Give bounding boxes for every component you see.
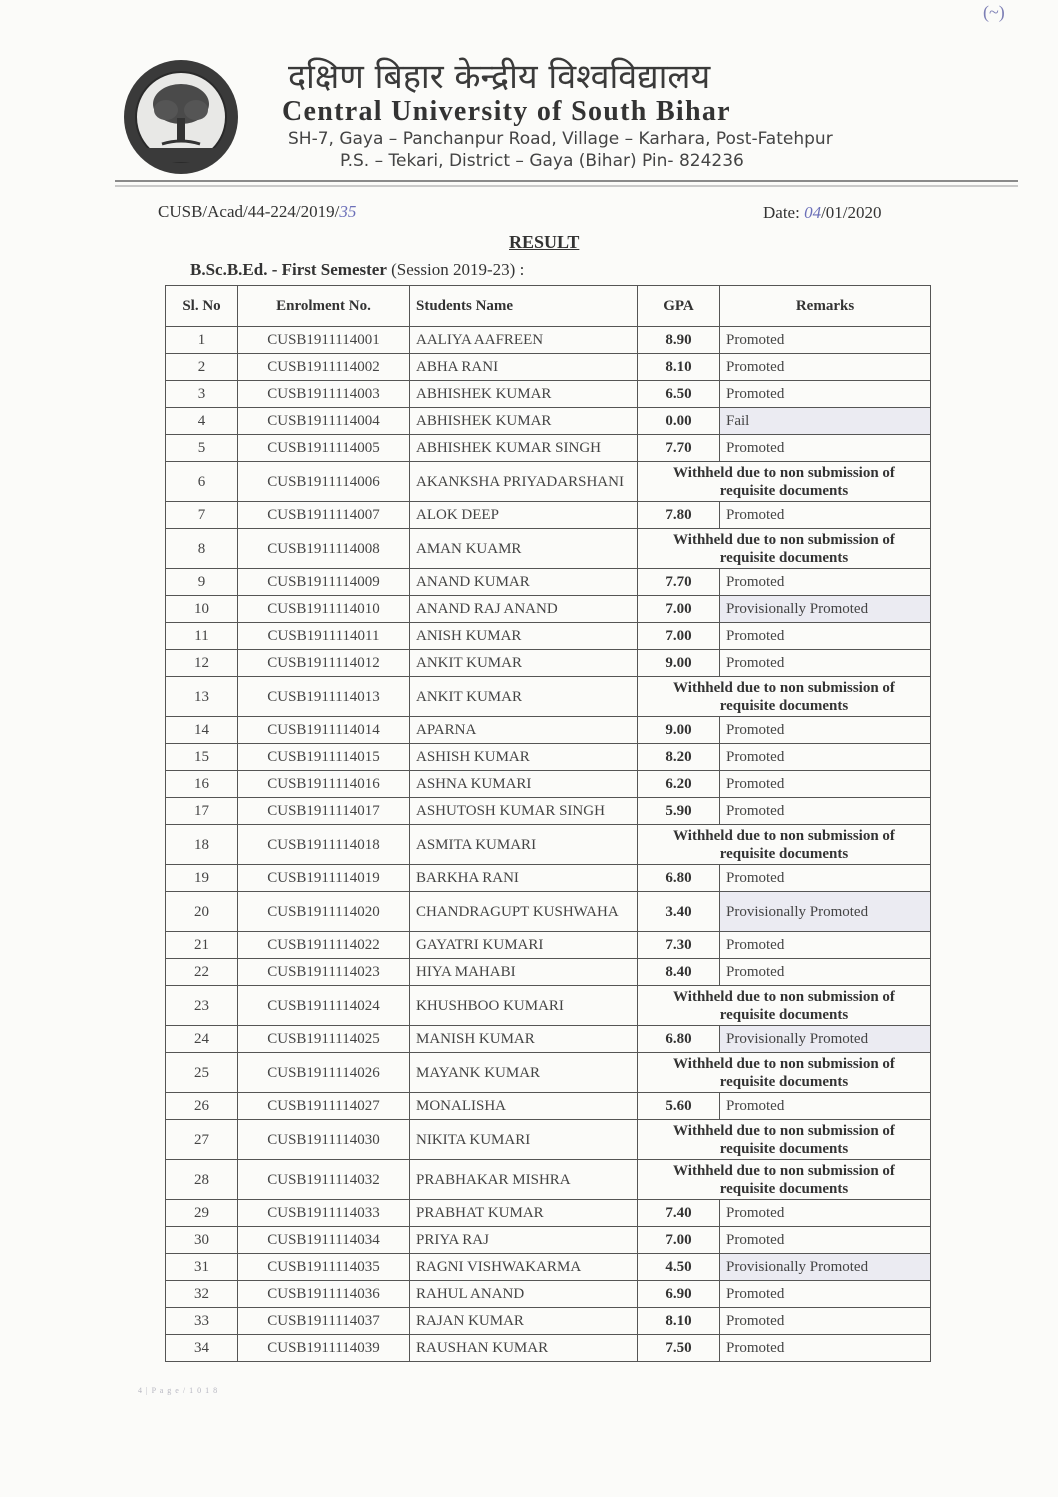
serial-number-cell: 20: [166, 892, 238, 932]
serial-number-cell: 17: [166, 798, 238, 825]
student-name-cell: PRABHAKAR MISHRA: [410, 1160, 638, 1200]
course-heading: B.Sc.B.Ed. - First Semester (Session 2019-23) :: [190, 260, 525, 279]
serial-number-cell: 31: [166, 1254, 238, 1281]
header-sl-no: Sl. No: [166, 286, 238, 327]
serial-number-cell: 13: [166, 677, 238, 717]
serial-number-cell: 30: [166, 1227, 238, 1254]
student-name-cell: PRIYA RAJ: [410, 1227, 638, 1254]
table-row: [166, 1026, 931, 1053]
table-row: [166, 408, 931, 435]
student-name-cell: PRABHAT KUMAR: [410, 1200, 638, 1227]
serial-number-cell: 19: [166, 865, 238, 892]
table-row: [166, 892, 931, 932]
enrolment-number-cell: CUSB1911114017: [238, 798, 410, 825]
enrolment-number-cell: CUSB1911114018: [238, 825, 410, 865]
table-row: [166, 932, 931, 959]
remark-cell: Promoted: [720, 1308, 931, 1335]
enrolment-number-cell: CUSB1911114004: [238, 408, 410, 435]
gpa-cell: 7.80: [638, 502, 720, 529]
student-name-cell: MONALISHA: [410, 1093, 638, 1120]
gpa-cell: 6.50: [638, 381, 720, 408]
gpa-cell: 7.30: [638, 932, 720, 959]
enrolment-number-cell: CUSB1911114015: [238, 744, 410, 771]
serial-number-cell: 3: [166, 381, 238, 408]
serial-number-cell: 14: [166, 717, 238, 744]
remark-cell: Promoted: [720, 865, 931, 892]
gpa-cell: 6.90: [638, 1281, 720, 1308]
table-row: [166, 623, 931, 650]
table-row: [166, 825, 931, 865]
serial-number-cell: 1: [166, 327, 238, 354]
table-row: [166, 435, 931, 462]
enrolment-number-cell: CUSB1911114007: [238, 502, 410, 529]
student-name-cell: RAJAN KUMAR: [410, 1308, 638, 1335]
serial-number-cell: 26: [166, 1093, 238, 1120]
remark-cell: Promoted: [720, 798, 931, 825]
remark-cell: Promoted: [720, 744, 931, 771]
university-name-hindi: दक्षिण बिहार केन्द्रीय विश्वविद्यालय: [288, 57, 711, 97]
student-name-cell: ANKIT KUMAR: [410, 650, 638, 677]
student-name-cell: ABHA RANI: [410, 354, 638, 381]
student-name-cell: AKANKSHA PRIYADARSHANI: [410, 462, 638, 502]
table-row: [166, 462, 931, 502]
table-row: [166, 744, 931, 771]
student-name-cell: RAHUL ANAND: [410, 1281, 638, 1308]
student-name-cell: ALOK DEEP: [410, 502, 638, 529]
student-name-cell: RAUSHAN KUMAR: [410, 1335, 638, 1362]
serial-number-cell: 8: [166, 529, 238, 569]
enrolment-number-cell: CUSB1911114006: [238, 462, 410, 502]
table-row: [166, 1053, 931, 1093]
serial-number-cell: 6: [166, 462, 238, 502]
remark-cell: Provisionally Promoted: [720, 1254, 931, 1281]
page-footer: 4 | P a g e / 1 0 1 8: [138, 1386, 219, 1395]
remark-cell: Promoted: [720, 354, 931, 381]
serial-number-cell: 34: [166, 1335, 238, 1362]
serial-number-cell: 5: [166, 435, 238, 462]
enrolment-number-cell: CUSB1911114037: [238, 1308, 410, 1335]
gpa-cell: 9.00: [638, 650, 720, 677]
gpa-cell: 8.20: [638, 744, 720, 771]
withheld-remark-cell: Withheld due to non submission of requisite documents: [638, 825, 931, 865]
table-row: [166, 865, 931, 892]
enrolment-number-cell: CUSB1911114035: [238, 1254, 410, 1281]
enrolment-number-cell: CUSB1911114024: [238, 986, 410, 1026]
table-row: [166, 771, 931, 798]
serial-number-cell: 28: [166, 1160, 238, 1200]
reference-number: CUSB/Acad/44-224/2019/35: [158, 202, 357, 221]
enrolment-number-cell: CUSB1911114033: [238, 1200, 410, 1227]
student-name-cell: AMAN KUAMR: [410, 529, 638, 569]
serial-number-cell: 33: [166, 1308, 238, 1335]
table-row: [166, 327, 931, 354]
gpa-cell: 7.70: [638, 569, 720, 596]
table-row: [166, 529, 931, 569]
gpa-cell: 9.00: [638, 717, 720, 744]
enrolment-number-cell: CUSB1911114005: [238, 435, 410, 462]
gpa-cell: 6.80: [638, 865, 720, 892]
gpa-cell: 8.10: [638, 1308, 720, 1335]
student-name-cell: ASHUTOSH KUMAR SINGH: [410, 798, 638, 825]
serial-number-cell: 23: [166, 986, 238, 1026]
student-name-cell: ASHNA KUMARI: [410, 771, 638, 798]
serial-number-cell: 11: [166, 623, 238, 650]
serial-number-cell: 12: [166, 650, 238, 677]
enrolment-number-cell: CUSB1911114026: [238, 1053, 410, 1093]
serial-number-cell: 27: [166, 1120, 238, 1160]
withheld-remark-cell: Withheld due to non submission of requisite documents: [638, 529, 931, 569]
university-seal-logo: [122, 58, 240, 176]
gpa-cell: 4.50: [638, 1254, 720, 1281]
student-name-cell: AALIYA AAFREEN: [410, 327, 638, 354]
student-name-cell: MAYANK KUMAR: [410, 1053, 638, 1093]
remark-cell: Promoted: [720, 1335, 931, 1362]
student-name-cell: ANAND KUMAR: [410, 569, 638, 596]
table-row: [166, 1281, 931, 1308]
enrolment-number-cell: CUSB1911114019: [238, 865, 410, 892]
enrolment-number-cell: CUSB1911114009: [238, 569, 410, 596]
student-name-cell: ABHISHEK KUMAR SINGH: [410, 435, 638, 462]
remark-cell: Promoted: [720, 502, 931, 529]
table-row: [166, 1093, 931, 1120]
serial-number-cell: 15: [166, 744, 238, 771]
remark-cell: Promoted: [720, 623, 931, 650]
gpa-cell: 7.70: [638, 435, 720, 462]
withheld-remark-cell: Withheld due to non submission of requisite documents: [638, 1120, 931, 1160]
withheld-remark-cell: Withheld due to non submission of requisite documents: [638, 1160, 931, 1200]
student-name-cell: ASHISH KUMAR: [410, 744, 638, 771]
table-row: [166, 677, 931, 717]
gpa-cell: 3.40: [638, 892, 720, 932]
gpa-cell: 7.00: [638, 1227, 720, 1254]
gpa-cell: 7.00: [638, 596, 720, 623]
remark-cell: Fail: [720, 408, 931, 435]
remark-cell: Promoted: [720, 1281, 931, 1308]
table-header-row: [166, 286, 931, 327]
student-name-cell: ASMITA KUMARI: [410, 825, 638, 865]
remark-cell: Provisionally Promoted: [720, 892, 931, 932]
serial-number-cell: 7: [166, 502, 238, 529]
student-name-cell: CHANDRAGUPT KUSHWAHA: [410, 892, 638, 932]
enrolment-number-cell: CUSB1911114032: [238, 1160, 410, 1200]
serial-number-cell: 21: [166, 932, 238, 959]
address-line-1: SH-7, Gaya – Panchanpur Road, Village – Karhara, Post-Fatehpur: [288, 129, 833, 149]
results-table: [165, 285, 931, 1362]
remark-cell: Promoted: [720, 959, 931, 986]
enrolment-number-cell: CUSB1911114030: [238, 1120, 410, 1160]
enrolment-number-cell: CUSB1911114034: [238, 1227, 410, 1254]
enrolment-number-cell: CUSB1911114027: [238, 1093, 410, 1120]
table-row: [166, 1227, 931, 1254]
serial-number-cell: 24: [166, 1026, 238, 1053]
gpa-cell: 7.00: [638, 623, 720, 650]
student-name-cell: NIKITA KUMARI: [410, 1120, 638, 1160]
enrolment-number-cell: CUSB1911114036: [238, 1281, 410, 1308]
gpa-cell: 5.90: [638, 798, 720, 825]
enrolment-number-cell: CUSB1911114022: [238, 932, 410, 959]
student-name-cell: APARNA: [410, 717, 638, 744]
student-name-cell: ABHISHEK KUMAR: [410, 408, 638, 435]
enrolment-number-cell: CUSB1911114008: [238, 529, 410, 569]
table-row: [166, 650, 931, 677]
remark-cell: Promoted: [720, 932, 931, 959]
enrolment-number-cell: CUSB1911114013: [238, 677, 410, 717]
enrolment-number-cell: CUSB1911114020: [238, 892, 410, 932]
withheld-remark-cell: Withheld due to non submission of requisite documents: [638, 462, 931, 502]
student-name-cell: KHUSHBOO KUMARI: [410, 986, 638, 1026]
student-name-cell: HIYA MAHABI: [410, 959, 638, 986]
remark-cell: Promoted: [720, 1093, 931, 1120]
header-enrolment-no: Enrolment No.: [238, 286, 410, 327]
withheld-remark-cell: Withheld due to non submission of requisite documents: [638, 986, 931, 1026]
gpa-cell: 8.40: [638, 959, 720, 986]
gpa-cell: 7.50: [638, 1335, 720, 1362]
enrolment-number-cell: CUSB1911114014: [238, 717, 410, 744]
remark-cell: Promoted: [720, 435, 931, 462]
remark-cell: Promoted: [720, 569, 931, 596]
handwritten-page-mark: (~): [983, 2, 1005, 22]
university-name-english: Central University of South Bihar: [282, 96, 731, 127]
table-row: [166, 986, 931, 1026]
remark-cell: Promoted: [720, 650, 931, 677]
student-name-cell: ANKIT KUMAR: [410, 677, 638, 717]
remark-cell: Promoted: [720, 1200, 931, 1227]
gpa-cell: 6.80: [638, 1026, 720, 1053]
table-row: [166, 381, 931, 408]
remark-cell: Promoted: [720, 771, 931, 798]
table-row: [166, 1335, 931, 1362]
serial-number-cell: 22: [166, 959, 238, 986]
gpa-cell: 0.00: [638, 408, 720, 435]
serial-number-cell: 18: [166, 825, 238, 865]
document-date: Date: 04/01/2020: [763, 203, 882, 222]
header-student-name: Students Name: [410, 286, 638, 327]
header-divider: [115, 180, 1018, 182]
enrolment-number-cell: CUSB1911114001: [238, 327, 410, 354]
enrolment-number-cell: CUSB1911114023: [238, 959, 410, 986]
header-divider-secondary: [115, 185, 1018, 187]
table-row: [166, 1254, 931, 1281]
results-table-body: [166, 327, 931, 1362]
table-row: [166, 1200, 931, 1227]
result-heading: RESULT: [509, 232, 580, 252]
serial-number-cell: 10: [166, 596, 238, 623]
enrolment-number-cell: CUSB1911114039: [238, 1335, 410, 1362]
table-row: [166, 798, 931, 825]
serial-number-cell: 9: [166, 569, 238, 596]
gpa-cell: 8.10: [638, 354, 720, 381]
gpa-cell: 8.90: [638, 327, 720, 354]
student-name-cell: ANISH KUMAR: [410, 623, 638, 650]
gpa-cell: 7.40: [638, 1200, 720, 1227]
table-row: [166, 596, 931, 623]
student-name-cell: BARKHA RANI: [410, 865, 638, 892]
enrolment-number-cell: CUSB1911114003: [238, 381, 410, 408]
serial-number-cell: 29: [166, 1200, 238, 1227]
serial-number-cell: 16: [166, 771, 238, 798]
serial-number-cell: 25: [166, 1053, 238, 1093]
enrolment-number-cell: CUSB1911114011: [238, 623, 410, 650]
serial-number-cell: 2: [166, 354, 238, 381]
table-row: [166, 1120, 931, 1160]
enrolment-number-cell: CUSB1911114002: [238, 354, 410, 381]
remark-cell: Provisionally Promoted: [720, 596, 931, 623]
table-row: [166, 502, 931, 529]
remark-cell: Promoted: [720, 381, 931, 408]
student-name-cell: ABHISHEK KUMAR: [410, 381, 638, 408]
address-line-2: P.S. – Tekari, District – Gaya (Bihar) Pin- 824236: [340, 151, 744, 171]
student-name-cell: ANAND RAJ ANAND: [410, 596, 638, 623]
student-name-cell: MANISH KUMAR: [410, 1026, 638, 1053]
remark-cell: Promoted: [720, 717, 931, 744]
table-row: [166, 717, 931, 744]
gpa-cell: 6.20: [638, 771, 720, 798]
table-row: [166, 569, 931, 596]
table-row: [166, 354, 931, 381]
student-name-cell: GAYATRI KUMARI: [410, 932, 638, 959]
header-remarks: Remarks: [720, 286, 931, 327]
remark-cell: Provisionally Promoted: [720, 1026, 931, 1053]
enrolment-number-cell: CUSB1911114012: [238, 650, 410, 677]
remark-cell: Promoted: [720, 1227, 931, 1254]
enrolment-number-cell: CUSB1911114016: [238, 771, 410, 798]
withheld-remark-cell: Withheld due to non submission of requisite documents: [638, 677, 931, 717]
serial-number-cell: 32: [166, 1281, 238, 1308]
table-row: [166, 1308, 931, 1335]
gpa-cell: 5.60: [638, 1093, 720, 1120]
serial-number-cell: 4: [166, 408, 238, 435]
student-name-cell: RAGNI VISHWAKARMA: [410, 1254, 638, 1281]
table-row: [166, 1160, 931, 1200]
withheld-remark-cell: Withheld due to non submission of requisite documents: [638, 1053, 931, 1093]
header-gpa: GPA: [638, 286, 720, 327]
table-row: [166, 959, 931, 986]
remark-cell: Promoted: [720, 327, 931, 354]
enrolment-number-cell: CUSB1911114025: [238, 1026, 410, 1053]
enrolment-number-cell: CUSB1911114010: [238, 596, 410, 623]
